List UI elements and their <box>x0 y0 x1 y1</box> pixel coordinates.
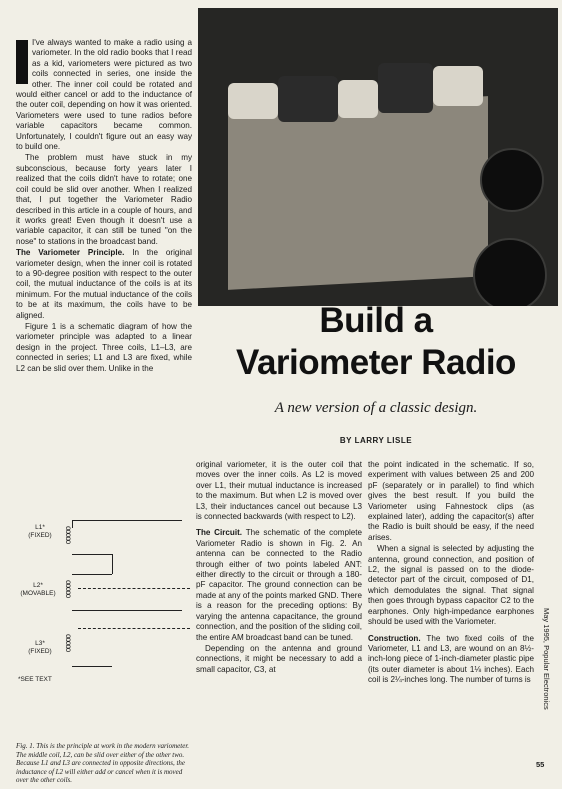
wire <box>72 554 112 555</box>
circuit-board-photo <box>228 96 488 290</box>
intro-paragraph: I've always wanted to make a radio using a variometer. In the old radio books that I read as a kid, variometers were pictured as two coils connected in series, one inside the other. The inner coil could be rotated and would either cancel or add to the inductance of the outer coil, depending on how it was oriented. Variometers were used to tune radios before variable capacitors became common. Unfortunately, I couldn't figure out an easy way to build one. <box>16 38 192 152</box>
earphone-photo-bottom <box>473 238 547 306</box>
dashed-guide <box>78 588 190 589</box>
drop-cap <box>16 40 28 84</box>
section-heading-circuit: The Circuit. <box>196 528 243 538</box>
column-2 <box>196 460 362 676</box>
issue-sidebar: May 1995, Popular Electronics <box>542 608 551 710</box>
paragraph: the point indicated in the schematic. If so, experiment with values between 25 and 200 pF (separately or in parallel) to find which gives the best result. If you build the Variometer using Fahnestock clips (as explained later), adding the capacitor(s) after the Radio is built should be easy, if the need arises. <box>368 460 534 542</box>
title-line-2: Variometer Radio <box>236 343 516 382</box>
earphone-photo-top <box>480 148 544 212</box>
section-heading-principle: The Variometer Principle. <box>16 248 125 258</box>
paragraph: In the original variometer design, when the inner coil is rotated to a 90-degree position with respect to the outer coil, the mutual inductance of the coils is at its minimum. For the mutual inductance of the coils to be at its maximum, the coils have to be aligned. <box>16 248 192 320</box>
coil-l3-symbol: ooooo <box>64 634 73 652</box>
coil-l1-symbol: ooooo <box>64 526 73 544</box>
article-photo <box>198 8 558 306</box>
paragraph: The schematic of the complete Variometer Radio is shown in Fig. 2. An antenna can be connected to the Radio through either of two points labeled ANT: either directly to the circuit or through a 180-pF capacitor. The ground connection can be made at any of the points marked GND. There is a reason for the preceding options: By varying the antenna capacitance, the ground connection, and the position of the sliding coil, the entire AM broadcast band can be tuned. <box>196 528 362 642</box>
figure-1-caption: Fig. 1. This is the principle at work in the modern variometer. The middle coil, L2, can be slid over either of the other two. Because L1 and L3 are connected in opposite directions, the inductance of L2 will either add or cancel when it is moved over the other coils. <box>16 742 190 785</box>
figure-1-schematic <box>16 518 192 696</box>
wire <box>72 574 112 575</box>
paragraph: The problem must have stuck in my subconscious, because forty years later I realized that the coils didn't have to rotate; one coil could be slid over another. When I realized that, I put together the Variometer Radio described in this article in a couple of hours, and it works great! Even though it doesn't use a variable capacitor, it can still be tuned "on the nose" to stations in the broadcast band. <box>16 153 192 246</box>
paragraph: Figure 1 is a schematic diagram of how the variometer principle was adapted to a linear design in the project. Three coils, L1–L3, are connected in series; L1 and L3 are fixed, while L2 can be slid over them. Unlike in the <box>16 321 192 373</box>
article-title <box>196 300 556 384</box>
paragraph: When a signal is selected by adjusting the antenna, ground connection, and position of L2, the signal is passed on to the diode-detector part of the circuit, composed of D1, which demodulates the signal. That signal then goes through bypass capacitor C2 to the earphones. Only high-impedance earphones should be used with the Variometer. <box>368 544 534 627</box>
column-3 <box>368 460 534 687</box>
label-l3: L3* (FIXED) <box>28 640 52 655</box>
dashed-guide <box>78 628 190 629</box>
article-subtitle: A new version of a classic design. <box>274 400 478 416</box>
see-text-note: *SEE TEXT <box>18 676 52 683</box>
paragraph: The two fixed coils of the Variometer, L1 and L3, are wound on an 8½-inch-long piece of 1-inch-diameter plastic pipe (its outer diameter is about 1⅛ inches). Each coil is 2¼-inches long. The number of turns is <box>368 633 534 685</box>
paragraph: Depending on the antenna and ground connections, it might be necessary to add a small capacitor, C3, at <box>196 643 362 674</box>
coil-photo-middle <box>338 80 378 118</box>
page-number: 55 <box>536 760 545 769</box>
coil-photo-movable <box>278 76 338 122</box>
wire <box>72 666 112 667</box>
coil-photo-right <box>378 63 433 113</box>
paragraph: original variometer, it is the outer coil that moves over the inner coils. As L2 is moved over L1, their mutual inductance is increased to the maximum. But when L2 is moved over L3, their inductances cancel out because L3 is connected backwards (with respect to L2). <box>196 460 362 522</box>
column-1 <box>16 38 192 375</box>
byline: BY LARRY LISLE <box>339 436 413 445</box>
wire <box>72 520 73 528</box>
wire <box>112 554 113 574</box>
wire <box>72 610 182 611</box>
wire <box>72 520 182 521</box>
title-line-1: Build a <box>319 301 433 340</box>
coil-photo-left <box>228 83 278 119</box>
coil-photo-end <box>433 66 483 106</box>
label-l2: L2* (MOVABLE) <box>20 582 56 597</box>
section-heading-construction: Construction. <box>368 633 421 643</box>
coil-l2-symbol: ooooo <box>64 580 73 598</box>
label-l1: L1* (FIXED) <box>28 524 52 539</box>
